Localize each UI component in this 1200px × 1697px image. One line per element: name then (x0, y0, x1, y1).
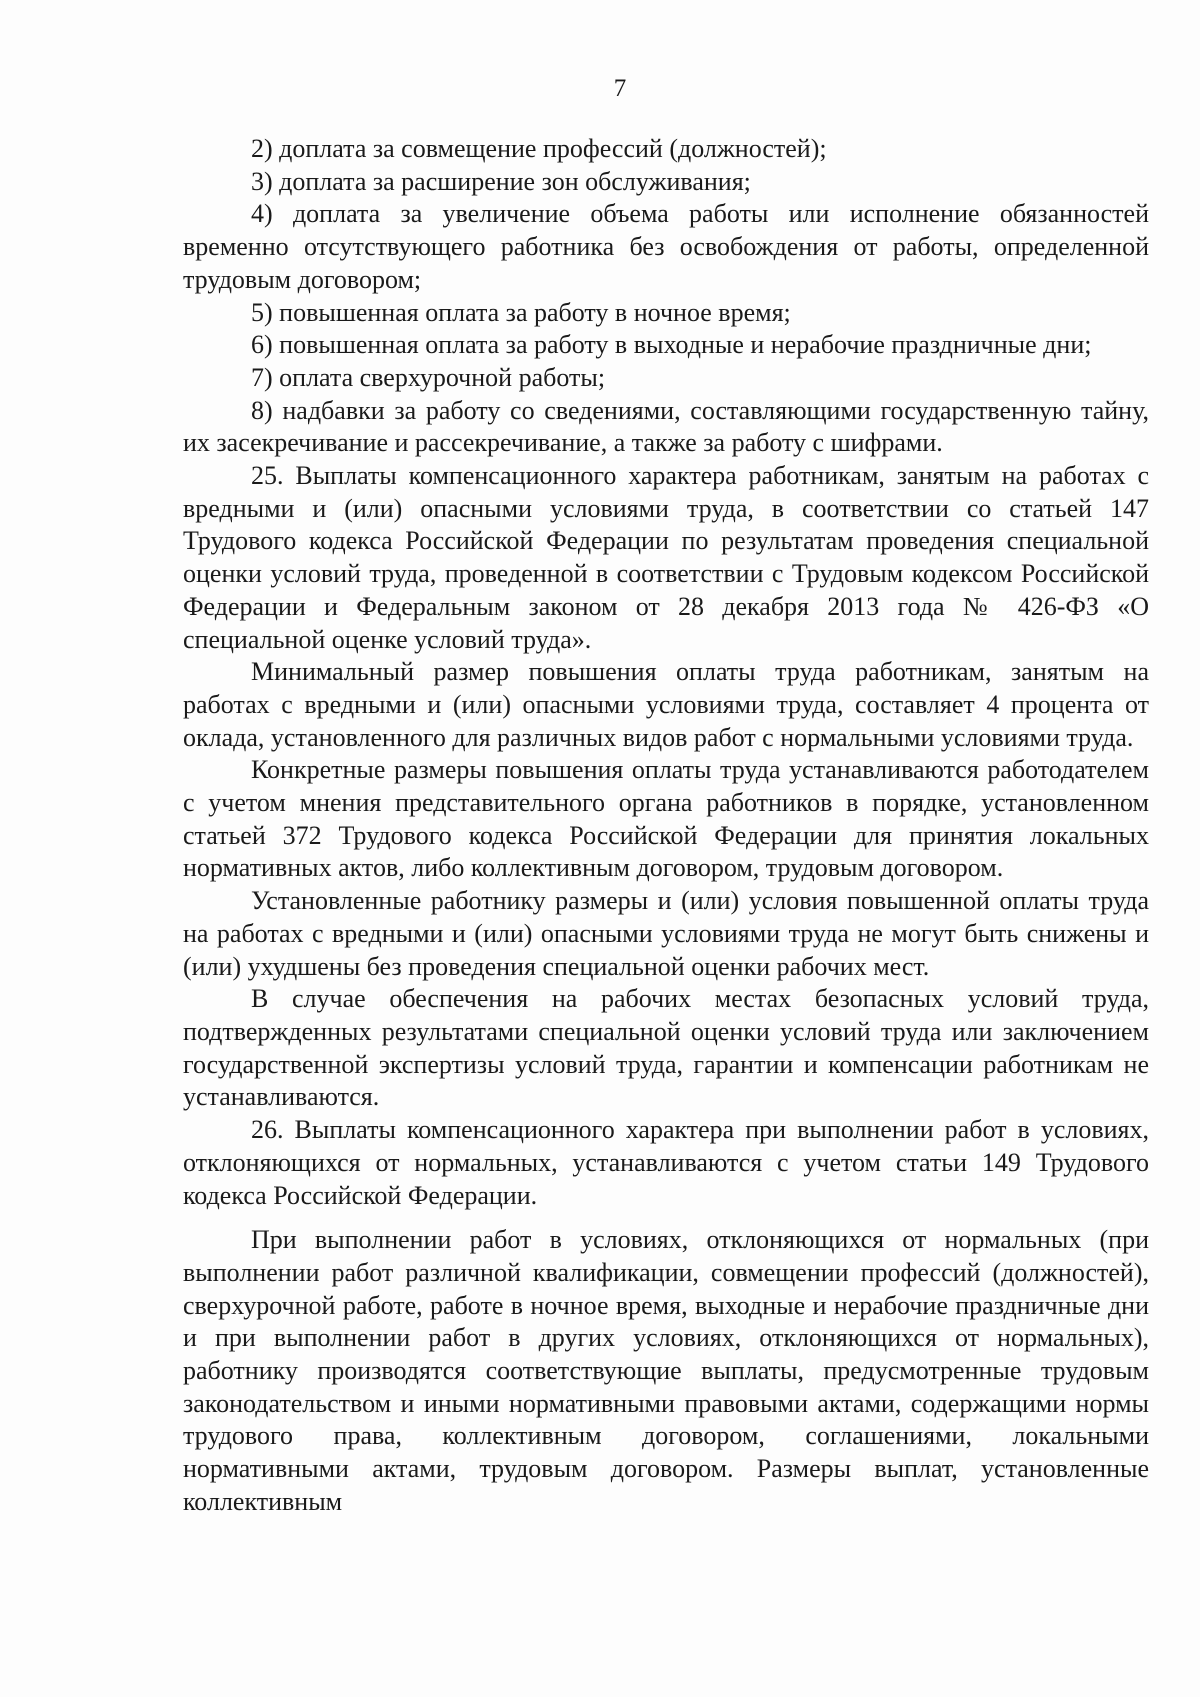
paragraph-minimum-increase: Минимальный размер повышения оплаты труда работникам, занятым на работах с вредными и (или) опасными условиями труда, составляет 4 процента от оклада, установленного для различных видов работ с нормальными условиями труда. (183, 657, 1149, 752)
clause-26: 26. Выплаты компенсационного характера при выполнении работ в условиях, отклоняющихся от нормальных, устанавливаются с учетом статьи 149 Трудового кодекса Российской Федерации. (183, 1115, 1149, 1210)
paragraph-specific-amounts: Конкретные размеры повышения оплаты труда устанавливаются работодателем с учетом мнения представительного органа работников в порядке, установленном статьей 372 Трудового кодекса Российской Федерации для принятия локальных нормативных актов, либо коллективным договором, трудовым договором. (183, 755, 1149, 883)
clause-25: 25. Выплаты компенсационного характера работникам, занятым на работах с вредными и (или) опасными условиями труда, в соответствии со статьей 147 Трудового кодекса Российской Федерации по результатам проведения специальной оценки условий труда, проведенной в соответствии с Трудовым кодексом Российской Федерации и Федеральным законом от 28 декабря 2013 года № 426-ФЗ «О специальной оценке условий труда». (183, 461, 1149, 654)
list-item-3: 3) доплата за расширение зон обслуживания; (251, 166, 751, 196)
page-number: 7 (613, 75, 627, 102)
document-body (183, 133, 1149, 1519)
list-item-6: 6) повышенная оплата за работу в выходные и нерабочие праздничные дни; (251, 330, 1092, 360)
list-item-4: 4) доплата за увеличение объема работы или исполнение обязанностей временно отсутствующего работника без освобождения от работы, определенной трудовым договором; (183, 199, 1149, 294)
list-item-2: 2) доплата за совмещение профессий (должностей); (251, 134, 827, 163)
list-item-5: 5) повышенная оплата за работу в ночное время; (251, 297, 791, 327)
paragraph-safe-conditions: В случае обеспечения на рабочих местах безопасных условий труда, подтвержденных результатами специальной оценки условий труда или заключением государственной экспертизы условий труда, гарантии и компенсации работникам не устанавливаются. (183, 984, 1149, 1112)
paragraph-deviating-conditions: При выполнении работ в условиях, отклоняющихся от нормальных (при выполнении работ различной квалификации, совмещении профессий (должностей), сверхурочной работе, работе в ночное время, выходные и нерабочие праздничные дни и при выполнении работ в других условиях, отклоняющихся от нормальных), работнику производятся соответствующие выплаты, предусмотренные трудовым законодательством и иными нормативными правовыми актами, содержащими нормы трудового права, коллективным договором, соглашениями, локальными нормативными актами, трудовым договором. Размеры выплат, установленные коллективным (183, 1225, 1149, 1516)
paragraph-established-amounts: Установленные работнику размеры и (или) условия повышенной оплаты труда на работах с вредными и (или) опасными условиями труда не могут быть снижены и (или) ухудшены без проведения специальной оценки рабочих мест. (183, 886, 1149, 981)
list-item-8: 8) надбавки за работу со сведениями, составляющими государственную тайну, их засекречивание и рассекречивание, а также за работу с шифрами. (183, 395, 1149, 458)
list-item-7: 7) оплата сверхурочной работы; (251, 362, 606, 392)
